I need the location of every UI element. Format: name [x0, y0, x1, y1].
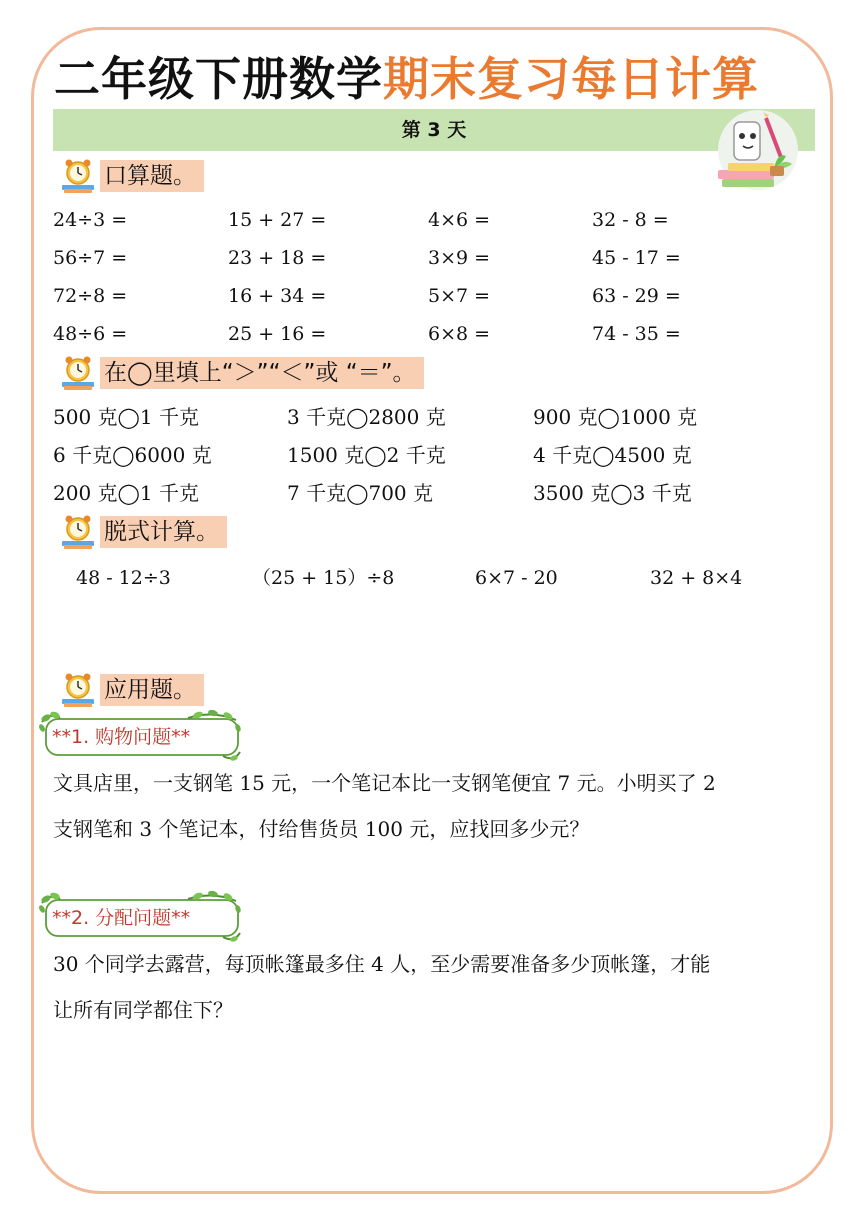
title-part1: 二年级下册数学	[54, 52, 383, 106]
problem-line: 让所有同学都住下？	[53, 998, 233, 1022]
problem-tag-label: **1. 购物问题**	[52, 726, 191, 748]
section-oral-label: 口算题。	[100, 160, 204, 192]
alarm-clock-books-icon	[60, 355, 96, 391]
problem-tag	[38, 891, 243, 947]
oral-item: 74 - 35 =	[592, 323, 681, 345]
problem-tag-label: **2. 分配问题**	[52, 907, 191, 929]
mixed-item: 32 + 8×4	[650, 567, 743, 589]
alarm-clock-books-icon	[60, 514, 96, 550]
oral-item: 24÷3 =	[53, 209, 128, 231]
mixed-item: 6×7 - 20	[475, 567, 558, 589]
oral-item: 4×6 =	[428, 209, 491, 231]
oral-item: 32 - 8 =	[592, 209, 669, 231]
oral-item: 6×8 =	[428, 323, 491, 345]
oral-item: 72÷8 =	[53, 285, 128, 307]
oral-item: 48÷6 =	[53, 323, 128, 345]
compare-item: 3500 克◯3 千克	[533, 481, 692, 505]
oral-item: 56÷7 =	[53, 247, 128, 269]
compare-item: 6 千克◯6000 克	[53, 443, 212, 467]
page-title	[54, 44, 814, 114]
section-mixed-label: 脱式计算。	[100, 516, 227, 548]
compare-item: 7 千克◯700 克	[287, 481, 433, 505]
compare-item: 900 克◯1000 克	[533, 405, 698, 429]
alarm-clock-books-icon	[60, 672, 96, 708]
mixed-item: 48 - 12÷3	[76, 567, 171, 589]
compare-item: 200 克◯1 千克	[53, 481, 199, 505]
problem-line: 30 个同学去露营，每顶帐篷最多住 4 人，至少需要准备多少顶帐篷，才能	[53, 952, 711, 976]
oral-item: 25 + 16 =	[228, 323, 327, 345]
oral-item: 63 - 29 =	[592, 285, 681, 307]
title-part2: 期末复习每日计算	[383, 52, 759, 106]
problem-line: 支钢笔和 3 个笔记本，付给售货员 100 元，应找回多少元？	[53, 817, 590, 841]
section-word-label: 应用题。	[100, 674, 204, 706]
oral-item: 16 + 34 =	[228, 285, 327, 307]
books-pencil-cartoon-icon	[708, 108, 800, 198]
compare-item: 4 千克◯4500 克	[533, 443, 692, 467]
day-banner: 第 3 天	[53, 109, 815, 151]
compare-item: 1500 克◯2 千克	[287, 443, 446, 467]
section-compare-label: 在◯里填上“＞”“＜”或 “＝”。	[100, 357, 424, 389]
problem-text	[53, 760, 818, 852]
oral-item: 5×7 =	[428, 285, 491, 307]
oral-item: 45 - 17 =	[592, 247, 681, 269]
compare-item: 3 千克◯2800 克	[287, 405, 446, 429]
mixed-item: （25 + 15）÷8	[252, 567, 395, 589]
oral-item: 3×9 =	[428, 247, 491, 269]
problem-tag	[38, 710, 243, 766]
oral-item: 15 + 27 =	[228, 209, 327, 231]
compare-item: 500 克◯1 千克	[53, 405, 199, 429]
problem-text	[53, 941, 818, 1033]
oral-item: 23 + 18 =	[228, 247, 327, 269]
problem-line: 文具店里，一支钢笔 15 元，一个笔记本比一支钢笔便宜 7 元。小明买了 2	[53, 771, 716, 795]
alarm-clock-books-icon	[60, 158, 96, 194]
